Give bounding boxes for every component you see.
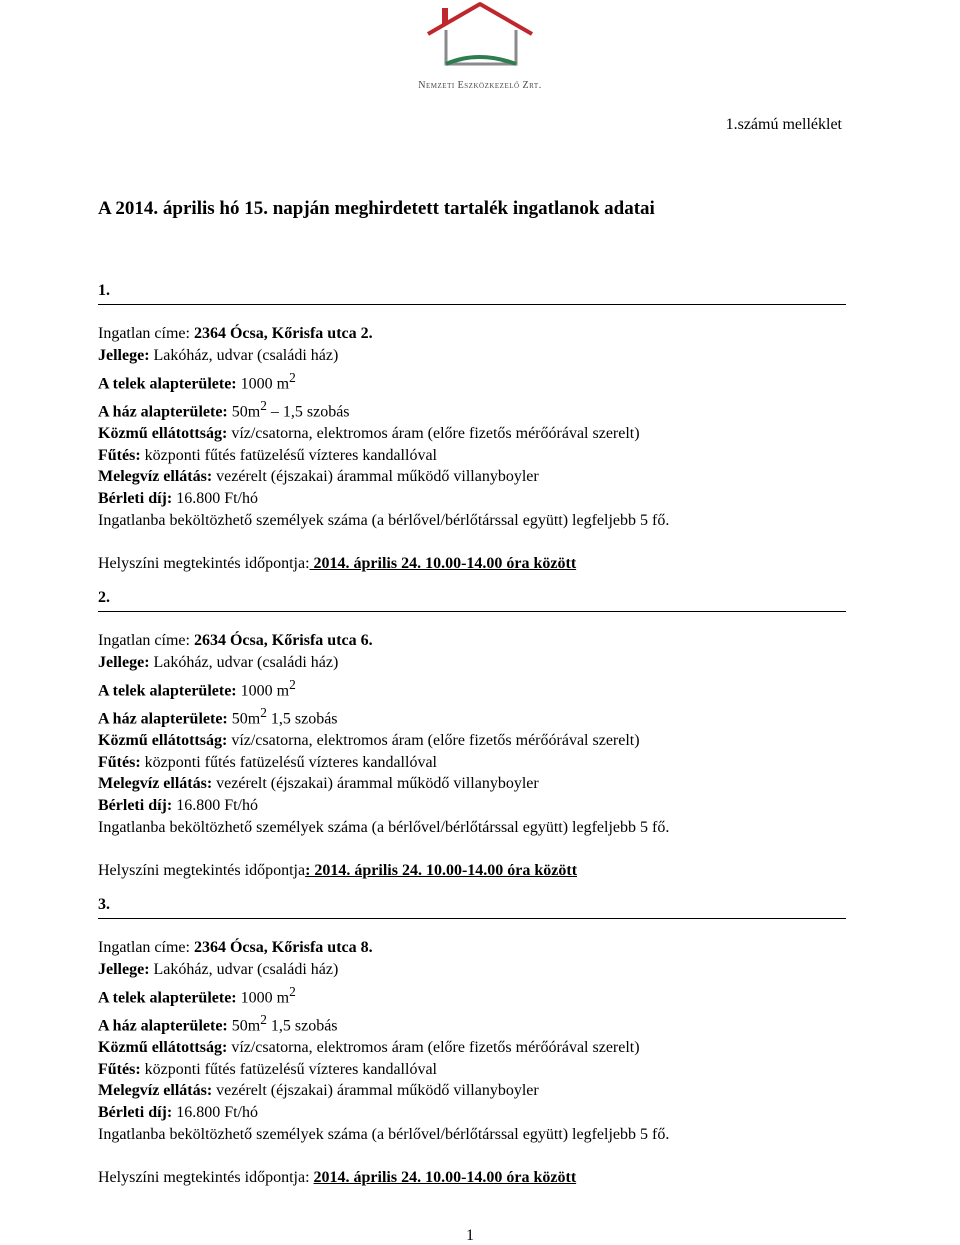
property-section-1 xyxy=(98,281,846,575)
property-number: 1. xyxy=(98,282,110,299)
utilities-line: Közmű ellátottság: víz/csatorna, elektromos áram (előre fizetős mérőórával szerelt) xyxy=(98,1038,640,1056)
annex-label: 1.számú melléklet xyxy=(725,116,842,133)
property-number: 2. xyxy=(98,589,110,606)
page-number: 1 xyxy=(466,1227,474,1244)
type-line: Jellege: Lakóház, udvar (családi ház) xyxy=(98,346,339,364)
address-line: Ingatlan címe: 2634 Ócsa, Kőrisfa utca 6. xyxy=(98,632,373,649)
hotwater-line: Melegvíz ellátás: vezérelt (éjszakai) árammal működő villanyboyler xyxy=(98,775,539,793)
plot-line: A telek alapterülete: 1000 $m^2$ xyxy=(98,369,296,392)
occupants-line: Ingatlanba beköltözhető személyek száma (a bérlővel/bérlőtárssal együtt) legfeljebb 5 fő. xyxy=(98,1126,670,1144)
rent-line: Bérleti díj: 16.800 Ft/hó xyxy=(98,490,258,508)
type-line: Jellege: Lakóház, udvar (családi ház) xyxy=(98,653,339,671)
plot-line: A telek alapterülete: 1000 $m^2$ xyxy=(98,676,296,699)
house-line: A ház alapterülete: $50m^2$ 1,5 szobás xyxy=(98,1011,338,1035)
document-title: A 2014. április hó 15. napján meghirdetett tartalék ingatlanok adatai xyxy=(98,198,655,219)
utilities-line: Közmű ellátottság: víz/csatorna, elektromos áram (előre fizetős mérőórával szerelt) xyxy=(98,731,640,749)
property-section-2 xyxy=(98,588,846,882)
hotwater-line: Melegvíz ellátás: vezérelt (éjszakai) árammal működő villanyboyler xyxy=(98,1082,539,1100)
heating-line: Fűtés: központi fűtés fatüzelésű vízteres kandallóval xyxy=(98,1060,437,1078)
plot-line: A telek alapterülete: 1000 $m^2$ xyxy=(98,983,296,1006)
hotwater-line: Melegvíz ellátás: vezérelt (éjszakai) árammal működő villanyboyler xyxy=(98,468,539,486)
viewing-line: Helyszíni megtekintés időpontja: 2014. április 24. 10.00-14.00 óra között xyxy=(98,554,577,572)
type-line: Jellege: Lakóház, udvar (családi ház) xyxy=(98,960,339,978)
address-line: Ingatlan címe: 2364 Ócsa, Kőrisfa utca 8. xyxy=(98,939,373,956)
company-logo xyxy=(400,0,560,98)
logo-company-name: Nemzeti Eszközkezelő Zrt. xyxy=(418,80,542,91)
rent-line: Bérleti díj: 16.800 Ft/hó xyxy=(98,1104,258,1122)
property-number: 3. xyxy=(98,896,110,913)
address-line: Ingatlan címe: 2364 Ócsa, Kőrisfa utca 2. xyxy=(98,325,373,342)
occupants-line: Ingatlanba beköltözhető személyek száma (a bérlővel/bérlőtárssal együtt) legfeljebb 5 fő. xyxy=(98,819,670,837)
house-line: A ház alapterülete: $50m^2$ 1,5 szobás xyxy=(98,704,338,728)
utilities-line: Közmű ellátottság: víz/csatorna, elektromos áram (előre fizetős mérőórával szerelt) xyxy=(98,424,640,442)
house-line: A ház alapterülete: $50m^2 - 1,5$ szobás xyxy=(98,397,350,421)
viewing-line: Helyszíni megtekintés időpontja: 2014. április 24. 10.00-14.00 óra között xyxy=(98,1168,577,1186)
viewing-line: Helyszíni megtekintés időpontja: 2014. április 24. 10.00-14.00 óra között xyxy=(98,861,578,879)
house-logo-icon xyxy=(418,0,542,72)
heating-line: Fűtés: központi fűtés fatüzelésű vízteres kandallóval xyxy=(98,753,437,771)
heating-line: Fűtés: központi fűtés fatüzelésű vízteres kandallóval xyxy=(98,446,437,464)
property-section-3 xyxy=(98,895,846,1189)
rent-line: Bérleti díj: 16.800 Ft/hó xyxy=(98,797,258,815)
occupants-line: Ingatlanba beköltözhető személyek száma (a bérlővel/bérlőtárssal együtt) legfeljebb 5 fő. xyxy=(98,512,670,530)
